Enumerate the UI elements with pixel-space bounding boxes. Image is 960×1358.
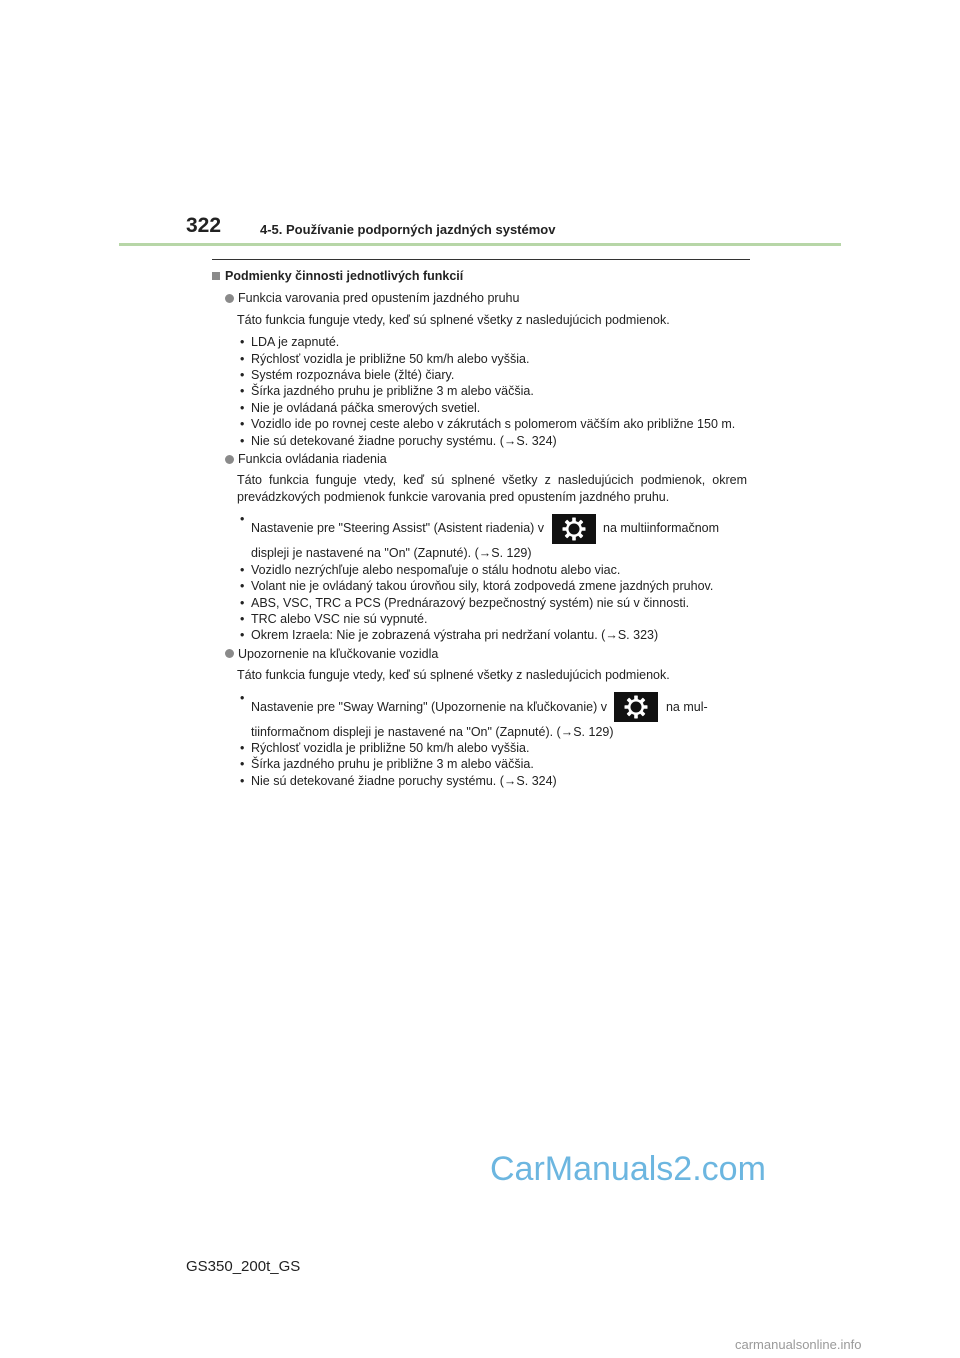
square-bullet-icon bbox=[212, 272, 220, 280]
subheading: Funkcia ovládania riadenia bbox=[212, 451, 747, 467]
block-lane-departure-warning bbox=[212, 290, 747, 449]
header-rule bbox=[119, 243, 841, 246]
content-rule bbox=[212, 259, 750, 260]
page-content bbox=[212, 268, 747, 791]
list-item: • Nie je ovládaná páčka smerových svetiel. bbox=[237, 400, 747, 416]
block-sway-warning bbox=[212, 646, 747, 789]
subheading: Upozornenie na kľučkovanie vozidla bbox=[212, 646, 747, 662]
list-item: • LDA je zapnuté. bbox=[237, 334, 747, 350]
list-item: • Rýchlosť vozidla je približne 50 km/h alebo vyššia. bbox=[237, 740, 747, 756]
page-number: 322 bbox=[186, 214, 222, 237]
intro-text: Táto funkcia funguje vtedy, keď sú splnené všetky z nasledujúcich podmienok. bbox=[237, 312, 670, 327]
list-item: • Okrem Izraela: Nie je zobrazená výstraha pri nedržaní volantu. (→S. 323) bbox=[237, 627, 747, 643]
circle-bullet-icon bbox=[225, 455, 234, 464]
list-item: • Systém rozpoznáva biele (žlté) čiary. bbox=[237, 367, 747, 383]
list-item: • Šírka jazdného pruhu je približne 3 m alebo väčšia. bbox=[237, 383, 747, 399]
circle-bullet-icon bbox=[225, 649, 234, 658]
list-item: • Nie sú detekované žiadne poruchy systému. (→S. 324) bbox=[237, 773, 747, 789]
section-heading: Podmienky činnosti jednotlivých funkcií bbox=[212, 268, 747, 284]
intro-text: Táto funkcia funguje vtedy, keď sú splnené všetky z nasledujúcich podmienok. bbox=[237, 668, 670, 683]
list-item: • Vozidlo ide po rovnej ceste alebo v zákrutách s polomerom väčším ako približne 150 m. bbox=[237, 416, 747, 432]
circle-bullet-icon bbox=[225, 294, 234, 303]
list-item: • Rýchlosť vozidla je približne 50 km/h alebo vyššia. bbox=[237, 351, 747, 367]
settings-gear-icon bbox=[614, 692, 658, 722]
page-header bbox=[0, 0, 960, 250]
condition-list bbox=[212, 334, 747, 449]
intro-text: Táto funkcia funguje vtedy, keď sú splnené všetky z nasledujúcich podmienok, okrem prevádzkových podmienok funkcie varovania pred opustením jazdného pruhu. bbox=[237, 473, 747, 504]
block-steering-control bbox=[212, 451, 747, 644]
list-item: • TRC alebo VSC nie sú vypnuté. bbox=[237, 611, 747, 627]
settings-gear-icon bbox=[552, 514, 596, 544]
section-title: 4-5. Používanie podporných jazdných systémov bbox=[260, 222, 556, 237]
list-item: • Šírka jazdného pruhu je približne 3 m alebo väčšia. bbox=[237, 756, 747, 772]
list-item: • Nie sú detekované žiadne poruchy systému. (→S. 324) bbox=[237, 433, 747, 449]
condition-list bbox=[212, 511, 747, 643]
subheading: Funkcia varovania pred opustením jazdného pruhu bbox=[212, 290, 747, 306]
list-item: • Volant nie je ovládaný takou úrovňou sily, ktorá zodpovedá zmene jazdných pruhov. bbox=[237, 578, 747, 594]
watermark-logo: CarManuals2.com bbox=[490, 1150, 766, 1188]
list-item: • Vozidlo nezrýchľuje alebo nespomaľuje o stálu hodnotu alebo viac. bbox=[237, 562, 747, 578]
list-item: • Nastavenie pre "Sway Warning" (Upozornenie na kľučkovanie) v na mul- tiinformačnom displeji je nastavené na "On" (Zapnuté). (→S. 129) bbox=[237, 690, 747, 740]
list-item: • Nastavenie pre "Steering Assist" (Asistent riadenia) v na multiinformačnom displeji je nastavené na "On" (Zapnuté). (→S. 129) bbox=[237, 511, 747, 561]
condition-list bbox=[212, 690, 747, 790]
list-item: • ABS, VSC, TRC a PCS (Prednárazový bezpečnostný systém) nie sú v činnosti. bbox=[237, 595, 747, 611]
model-code: GS350_200t_GS bbox=[186, 1258, 301, 1275]
site-watermark: carmanualsonline.info bbox=[735, 1337, 862, 1352]
